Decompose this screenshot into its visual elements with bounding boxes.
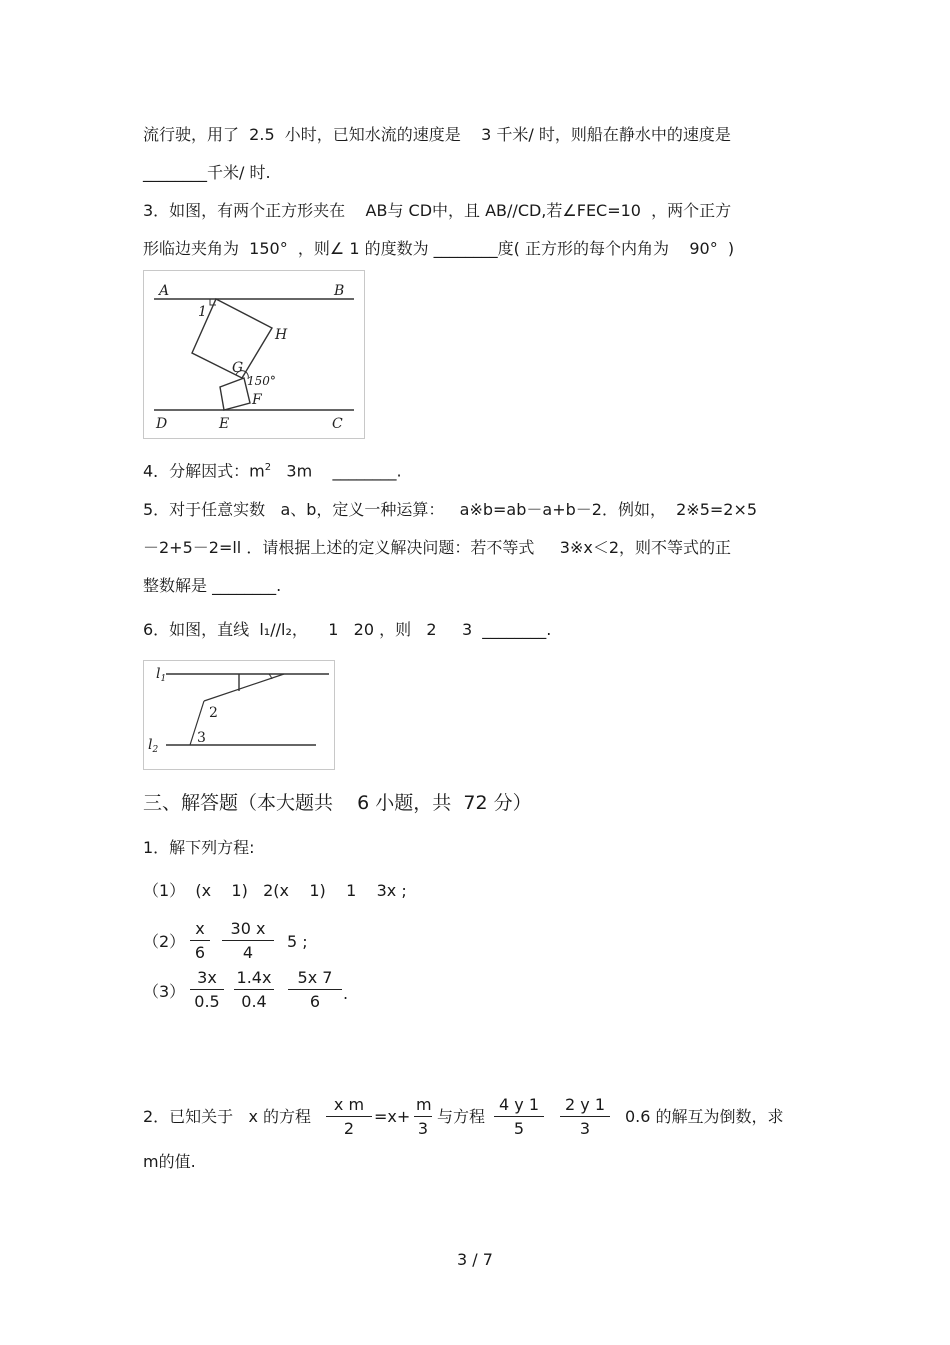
fraction-numerator: m xyxy=(414,1096,432,1117)
label-l1: $l_1$ xyxy=(156,666,167,684)
fraction-denominator: 0.5 xyxy=(194,992,220,1011)
question-6: 6．如图，直线 l₁//l₂， 1 20 ，则 2 3 ________. xyxy=(143,620,552,639)
fraction-x-over-6 xyxy=(190,920,210,962)
fraction-m-over-3 xyxy=(414,1096,432,1138)
text-line-2: ________千米/ 时. xyxy=(143,163,271,182)
question-4-exponent: 2 xyxy=(264,462,272,473)
fraction-4y-minus-1-over-5 xyxy=(494,1096,544,1138)
label-f: F xyxy=(252,392,262,408)
figure-squares-svg xyxy=(144,271,364,438)
fraction-denominator: 3 xyxy=(579,1119,591,1138)
fraction-numerator: 2 y 1 xyxy=(560,1096,610,1117)
label-150: 150° xyxy=(247,374,276,388)
label-angle-2: 2 xyxy=(209,705,218,721)
question-2-mid-1: =x+ xyxy=(374,1107,411,1126)
text-line-1: 流行驶，用了 2.5 小时，已知水流的速度是 3 千米/ 时，则船在静水中的速度是 xyxy=(143,125,731,144)
label-g: G xyxy=(232,360,244,376)
figure-parallel-lines xyxy=(143,660,335,770)
question-5-line-3: 整数解是 ________. xyxy=(143,576,282,595)
small-square xyxy=(220,378,250,410)
fraction-3x-over-0-5 xyxy=(190,969,224,1011)
label-angle-3: 3 xyxy=(197,730,206,746)
question-3-line-1: 3．如图，有两个正方形夹在 AB与 CD中，且 AB//CD,若∠FEC=10 ，两个正方 xyxy=(143,201,732,220)
fraction-numerator: 5x 7 xyxy=(288,969,342,990)
label-c: C xyxy=(332,416,343,432)
equation-3-prefix: （3） xyxy=(143,982,186,1001)
fraction-denominator: 4 xyxy=(242,943,254,962)
question-4-rest: 3m ________. xyxy=(271,461,402,481)
fraction-numerator: 3x xyxy=(190,969,224,990)
page-number: 3 / 7 xyxy=(457,1250,493,1269)
fraction-denominator: 6 xyxy=(309,992,321,1011)
equation-2-prefix: （2） xyxy=(143,932,186,951)
fraction-30-minus-x-over-4 xyxy=(222,920,274,962)
label-e: E xyxy=(219,416,230,432)
figure-parallel-svg xyxy=(144,661,334,769)
label-d: D xyxy=(156,416,168,432)
fraction-1-4x-over-0-4 xyxy=(234,969,274,1011)
fraction-denominator: 6 xyxy=(194,943,206,962)
fraction-denominator: 2 xyxy=(343,1119,355,1138)
label-angle-1: 1 xyxy=(198,304,207,320)
question-2-suffix: 0.6 的解互为倒数，求 xyxy=(625,1107,784,1126)
question-2-mid-2: 与方程 xyxy=(437,1107,486,1126)
equation-1: （1） (x 1) 2(x 1) 1 3x ; xyxy=(143,881,407,900)
fraction-denominator: 5 xyxy=(513,1119,525,1138)
question-4 xyxy=(143,458,402,481)
question-4-text: 4．分解因式：m xyxy=(143,461,265,481)
fraction-numerator: 4 y 1 xyxy=(494,1096,544,1117)
fraction-2y-minus-1-over-3 xyxy=(560,1096,610,1138)
question-5-line-1: 5．对于任意实数 a、b，定义一种运算： a※b=ab－a+b－2．例如， 2※5=2×5 xyxy=(143,500,758,519)
question-2-end: m的值. xyxy=(143,1152,196,1171)
fraction-numerator: x xyxy=(190,920,210,941)
label-l2: $l_2$ xyxy=(148,737,159,755)
fraction-denominator: 0.4 xyxy=(241,992,267,1011)
fraction-denominator: 3 xyxy=(417,1119,429,1138)
section-heading: 三、解答题（本大题共 6 小题，共 72 分） xyxy=(143,792,532,814)
fraction-numerator: 30 x xyxy=(222,920,274,941)
equation-2-rhs: 5 ; xyxy=(287,932,308,951)
fraction-x-minus-m-over-2 xyxy=(326,1096,372,1138)
question-5-line-2: －2+5－2=ll ．请根据上述的定义解决问题：若不等式 3※x＜2，则不等式的正 xyxy=(143,538,731,557)
label-h: H xyxy=(275,327,288,343)
answer-question-1: 1．解下列方程: xyxy=(143,838,255,857)
equation-3-end: . xyxy=(343,984,349,1003)
question-3-line-2: 形临边夹角为 150° ，则∠ 1 的度数为 ________度( 正方形的每个内角为 90° ) xyxy=(143,239,735,258)
figure-squares xyxy=(143,270,365,439)
label-b: B xyxy=(334,283,345,299)
fraction-numerator: x m xyxy=(326,1096,372,1117)
label-a: A xyxy=(159,283,170,299)
fraction-5x-minus-7-over-6 xyxy=(288,969,342,1011)
fraction-numerator: 1.4x xyxy=(234,969,274,990)
question-2-prefix: 2．已知关于 x 的方程 xyxy=(143,1107,311,1126)
